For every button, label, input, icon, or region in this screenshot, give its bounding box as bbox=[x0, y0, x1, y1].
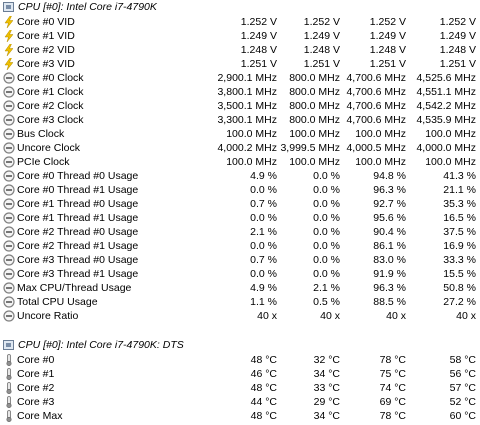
voltage-icon bbox=[3, 16, 15, 28]
current-value: 48 °C bbox=[250, 354, 277, 366]
gauge-icon bbox=[3, 128, 15, 140]
average-value: 100.0 MHz bbox=[425, 128, 476, 140]
maximum-value: 92.7 % bbox=[373, 198, 406, 210]
current-value: 4.9 % bbox=[250, 170, 277, 182]
maximum-value: 90.4 % bbox=[373, 226, 406, 238]
sensor-label: Core #2 Thread #1 Usage bbox=[17, 240, 139, 252]
minimum-value: 0.0 % bbox=[313, 240, 340, 252]
sensor-label: Total CPU Usage bbox=[17, 296, 98, 308]
sensor-label: Core #2 Thread #0 Usage bbox=[17, 226, 139, 238]
sensor-row[interactable] bbox=[0, 381, 480, 395]
average-value: 4,535.9 MHz bbox=[416, 114, 476, 126]
sensor-row[interactable] bbox=[0, 239, 480, 253]
gauge-icon bbox=[3, 240, 15, 252]
maximum-value: 88.5 % bbox=[373, 296, 406, 308]
gauge-icon bbox=[3, 114, 15, 126]
voltage-icon bbox=[3, 58, 15, 70]
gauge-icon bbox=[3, 100, 15, 112]
average-value: 27.2 % bbox=[443, 296, 476, 308]
maximum-value: 74 °C bbox=[379, 382, 406, 394]
sensor-label: Uncore Ratio bbox=[17, 310, 79, 322]
sensor-row[interactable] bbox=[0, 295, 480, 309]
maximum-value: 83.0 % bbox=[373, 254, 406, 266]
average-value: 52 °C bbox=[449, 396, 476, 408]
gauge-icon bbox=[3, 310, 15, 322]
average-value: 1.252 V bbox=[439, 16, 476, 28]
sensor-label: Core #1 VID bbox=[17, 30, 75, 42]
average-value: 4,525.6 MHz bbox=[416, 72, 476, 84]
sensor-row[interactable] bbox=[0, 85, 480, 99]
minimum-value: 34 °C bbox=[313, 368, 340, 380]
sensor-row[interactable] bbox=[0, 141, 480, 155]
sensor-label: Core #1 Thread #1 Usage bbox=[17, 212, 139, 224]
thermometer-icon bbox=[3, 382, 15, 394]
maximum-value: 100.0 MHz bbox=[355, 128, 406, 140]
average-value: 50.8 % bbox=[443, 282, 476, 294]
current-value: 1.249 V bbox=[240, 30, 277, 42]
thermometer-icon bbox=[3, 354, 15, 366]
maximum-value: 95.6 % bbox=[373, 212, 406, 224]
maximum-value: 94.8 % bbox=[373, 170, 406, 182]
average-value: 33.3 % bbox=[443, 254, 476, 266]
sensor-row[interactable] bbox=[0, 409, 480, 423]
minimum-value: 1.249 V bbox=[303, 30, 340, 42]
maximum-value: 100.0 MHz bbox=[355, 156, 406, 168]
average-value: 1.251 V bbox=[439, 58, 476, 70]
section-spacer bbox=[0, 323, 480, 338]
average-value: 40 x bbox=[456, 310, 476, 322]
current-value: 3,800.1 MHz bbox=[217, 86, 277, 98]
gauge-icon bbox=[3, 184, 15, 196]
sensor-label: Core #3 Thread #1 Usage bbox=[17, 268, 139, 280]
average-value: 41.3 % bbox=[443, 170, 476, 182]
average-value: 4,542.2 MHz bbox=[416, 100, 476, 112]
current-value: 1.1 % bbox=[250, 296, 277, 308]
sensor-row[interactable] bbox=[0, 57, 480, 71]
sensor-row[interactable] bbox=[0, 127, 480, 141]
minimum-value: 40 x bbox=[320, 310, 340, 322]
minimum-value: 800.0 MHz bbox=[289, 86, 340, 98]
average-value: 1.249 V bbox=[439, 30, 476, 42]
gauge-icon bbox=[3, 282, 15, 294]
current-value: 48 °C bbox=[250, 382, 277, 394]
sensor-row[interactable] bbox=[0, 353, 480, 367]
minimum-value: 0.5 % bbox=[313, 296, 340, 308]
minimum-value: 800.0 MHz bbox=[289, 100, 340, 112]
sensor-row[interactable] bbox=[0, 211, 480, 225]
minimum-value: 100.0 MHz bbox=[289, 128, 340, 140]
average-value: 56 °C bbox=[449, 368, 476, 380]
sensor-row[interactable] bbox=[0, 71, 480, 85]
maximum-value: 69 °C bbox=[379, 396, 406, 408]
sensor-row[interactable] bbox=[0, 99, 480, 113]
thermometer-icon bbox=[3, 410, 15, 422]
sensor-label: Core #0 Clock bbox=[17, 72, 84, 84]
sensor-row[interactable] bbox=[0, 367, 480, 381]
current-value: 0.0 % bbox=[250, 212, 277, 224]
gauge-icon bbox=[3, 156, 15, 168]
minimum-value: 29 °C bbox=[313, 396, 340, 408]
gauge-icon bbox=[3, 198, 15, 210]
maximum-value: 4,700.6 MHz bbox=[346, 72, 406, 84]
sensor-label: Core #1 bbox=[17, 368, 55, 380]
average-value: 60 °C bbox=[449, 410, 476, 422]
section-title: CPU [#0]: Intel Core i7-4790K bbox=[18, 1, 157, 13]
maximum-value: 86.1 % bbox=[373, 240, 406, 252]
sensor-row[interactable] bbox=[0, 253, 480, 267]
sensor-label: Core #2 Clock bbox=[17, 100, 84, 112]
current-value: 0.7 % bbox=[250, 254, 277, 266]
maximum-value: 1.248 V bbox=[369, 44, 406, 56]
maximum-value: 40 x bbox=[386, 310, 406, 322]
gauge-icon bbox=[3, 226, 15, 238]
current-value: 0.0 % bbox=[250, 268, 277, 280]
sensor-label: Core #2 VID bbox=[17, 44, 75, 56]
sensor-label: Core #3 Thread #0 Usage bbox=[17, 254, 139, 266]
section-header[interactable] bbox=[0, 338, 480, 353]
sensor-label: Core #0 bbox=[17, 354, 55, 366]
sensor-row[interactable] bbox=[0, 281, 480, 295]
current-value: 44 °C bbox=[250, 396, 277, 408]
current-value: 46 °C bbox=[250, 368, 277, 380]
minimum-value: 0.0 % bbox=[313, 254, 340, 266]
minimum-value: 1.251 V bbox=[303, 58, 340, 70]
current-value: 0.7 % bbox=[250, 198, 277, 210]
current-value: 48 °C bbox=[250, 410, 277, 422]
maximum-value: 75 °C bbox=[379, 368, 406, 380]
sensor-row[interactable] bbox=[0, 267, 480, 281]
sensor-label: Core #0 VID bbox=[17, 16, 75, 28]
minimum-value: 0.0 % bbox=[313, 198, 340, 210]
sensor-label: PCIe Clock bbox=[17, 156, 70, 168]
thermometer-icon bbox=[3, 396, 15, 408]
current-value: 4.9 % bbox=[250, 282, 277, 294]
current-value: 0.0 % bbox=[250, 240, 277, 252]
sensor-label: Core #0 Thread #0 Usage bbox=[17, 170, 139, 182]
average-value: 4,551.1 MHz bbox=[416, 86, 476, 98]
maximum-value: 4,000.5 MHz bbox=[346, 142, 406, 154]
minimum-value: 800.0 MHz bbox=[289, 72, 340, 84]
thermometer-icon bbox=[3, 368, 15, 380]
sensor-row[interactable] bbox=[0, 395, 480, 409]
minimum-value: 33 °C bbox=[313, 382, 340, 394]
sensor-row[interactable] bbox=[0, 169, 480, 183]
voltage-icon bbox=[3, 44, 15, 56]
cpu-icon bbox=[3, 340, 14, 350]
sensor-label: Core Max bbox=[17, 410, 63, 422]
maximum-value: 78 °C bbox=[379, 410, 406, 422]
maximum-value: 78 °C bbox=[379, 354, 406, 366]
average-value: 16.9 % bbox=[443, 240, 476, 252]
current-value: 1.251 V bbox=[240, 58, 277, 70]
current-value: 3,300.1 MHz bbox=[217, 114, 277, 126]
average-value: 35.3 % bbox=[443, 198, 476, 210]
minimum-value: 100.0 MHz bbox=[289, 156, 340, 168]
maximum-value: 91.9 % bbox=[373, 268, 406, 280]
current-value: 1.248 V bbox=[240, 44, 277, 56]
sensor-label: Core #1 Thread #0 Usage bbox=[17, 198, 139, 210]
sensor-label: Core #2 bbox=[17, 382, 55, 394]
gauge-icon bbox=[3, 86, 15, 98]
current-value: 40 x bbox=[257, 310, 277, 322]
average-value: 57 °C bbox=[449, 382, 476, 394]
sensor-label: Max CPU/Thread Usage bbox=[17, 282, 132, 294]
minimum-value: 34 °C bbox=[313, 410, 340, 422]
sensor-row[interactable] bbox=[0, 155, 480, 169]
average-value: 16.5 % bbox=[443, 212, 476, 224]
sensor-label: Core #3 VID bbox=[17, 58, 75, 70]
section-header[interactable] bbox=[0, 0, 480, 15]
sensor-label: Core #3 bbox=[17, 396, 55, 408]
maximum-value: 4,700.6 MHz bbox=[346, 100, 406, 112]
average-value: 37.5 % bbox=[443, 226, 476, 238]
average-value: 1.248 V bbox=[439, 44, 476, 56]
current-value: 0.0 % bbox=[250, 184, 277, 196]
section-title: CPU [#0]: Intel Core i7-4790K: DTS bbox=[18, 339, 184, 351]
minimum-value: 32 °C bbox=[313, 354, 340, 366]
sensor-row[interactable] bbox=[0, 15, 480, 29]
minimum-value: 0.0 % bbox=[313, 212, 340, 224]
minimum-value: 0.0 % bbox=[313, 184, 340, 196]
minimum-value: 3,999.5 MHz bbox=[280, 142, 340, 154]
maximum-value: 4,700.6 MHz bbox=[346, 86, 406, 98]
minimum-value: 1.252 V bbox=[303, 16, 340, 28]
maximum-value: 1.252 V bbox=[369, 16, 406, 28]
voltage-icon bbox=[3, 30, 15, 42]
maximum-value: 96.3 % bbox=[373, 184, 406, 196]
gauge-icon bbox=[3, 268, 15, 280]
sensor-label: Uncore Clock bbox=[17, 142, 81, 154]
current-value: 1.252 V bbox=[240, 16, 277, 28]
current-value: 3,500.1 MHz bbox=[217, 100, 277, 112]
sensor-label: Core #1 Clock bbox=[17, 86, 84, 98]
maximum-value: 96.3 % bbox=[373, 282, 406, 294]
average-value: 21.1 % bbox=[443, 184, 476, 196]
sensor-row[interactable] bbox=[0, 29, 480, 43]
sensor-label: Core #0 Thread #1 Usage bbox=[17, 184, 139, 196]
average-value: 58 °C bbox=[449, 354, 476, 366]
sensor-row[interactable] bbox=[0, 197, 480, 211]
sensor-row[interactable] bbox=[0, 183, 480, 197]
current-value: 4,000.2 MHz bbox=[217, 142, 277, 154]
maximum-value: 4,700.6 MHz bbox=[346, 114, 406, 126]
minimum-value: 0.0 % bbox=[313, 170, 340, 182]
sensor-row[interactable] bbox=[0, 43, 480, 57]
gauge-icon bbox=[3, 72, 15, 84]
maximum-value: 1.249 V bbox=[369, 30, 406, 42]
minimum-value: 800.0 MHz bbox=[289, 114, 340, 126]
current-value: 2.1 % bbox=[250, 226, 277, 238]
cpu-icon bbox=[3, 2, 14, 12]
current-value: 2,900.1 MHz bbox=[217, 72, 277, 84]
average-value: 100.0 MHz bbox=[425, 156, 476, 168]
gauge-icon bbox=[3, 170, 15, 182]
sensor-label: Bus Clock bbox=[17, 128, 65, 140]
gauge-icon bbox=[3, 254, 15, 266]
maximum-value: 1.251 V bbox=[369, 58, 406, 70]
minimum-value: 0.0 % bbox=[313, 268, 340, 280]
gauge-icon bbox=[3, 212, 15, 224]
average-value: 15.5 % bbox=[443, 268, 476, 280]
sensor-row[interactable] bbox=[0, 309, 480, 323]
gauge-icon bbox=[3, 142, 15, 154]
minimum-value: 0.0 % bbox=[313, 226, 340, 238]
sensor-row[interactable] bbox=[0, 113, 480, 127]
gauge-icon bbox=[3, 296, 15, 308]
sensor-row[interactable] bbox=[0, 225, 480, 239]
minimum-value: 2.1 % bbox=[313, 282, 340, 294]
current-value: 100.0 MHz bbox=[226, 156, 277, 168]
minimum-value: 1.248 V bbox=[303, 44, 340, 56]
sensor-label: Core #3 Clock bbox=[17, 114, 84, 126]
average-value: 4,000.0 MHz bbox=[416, 142, 476, 154]
current-value: 100.0 MHz bbox=[226, 128, 277, 140]
